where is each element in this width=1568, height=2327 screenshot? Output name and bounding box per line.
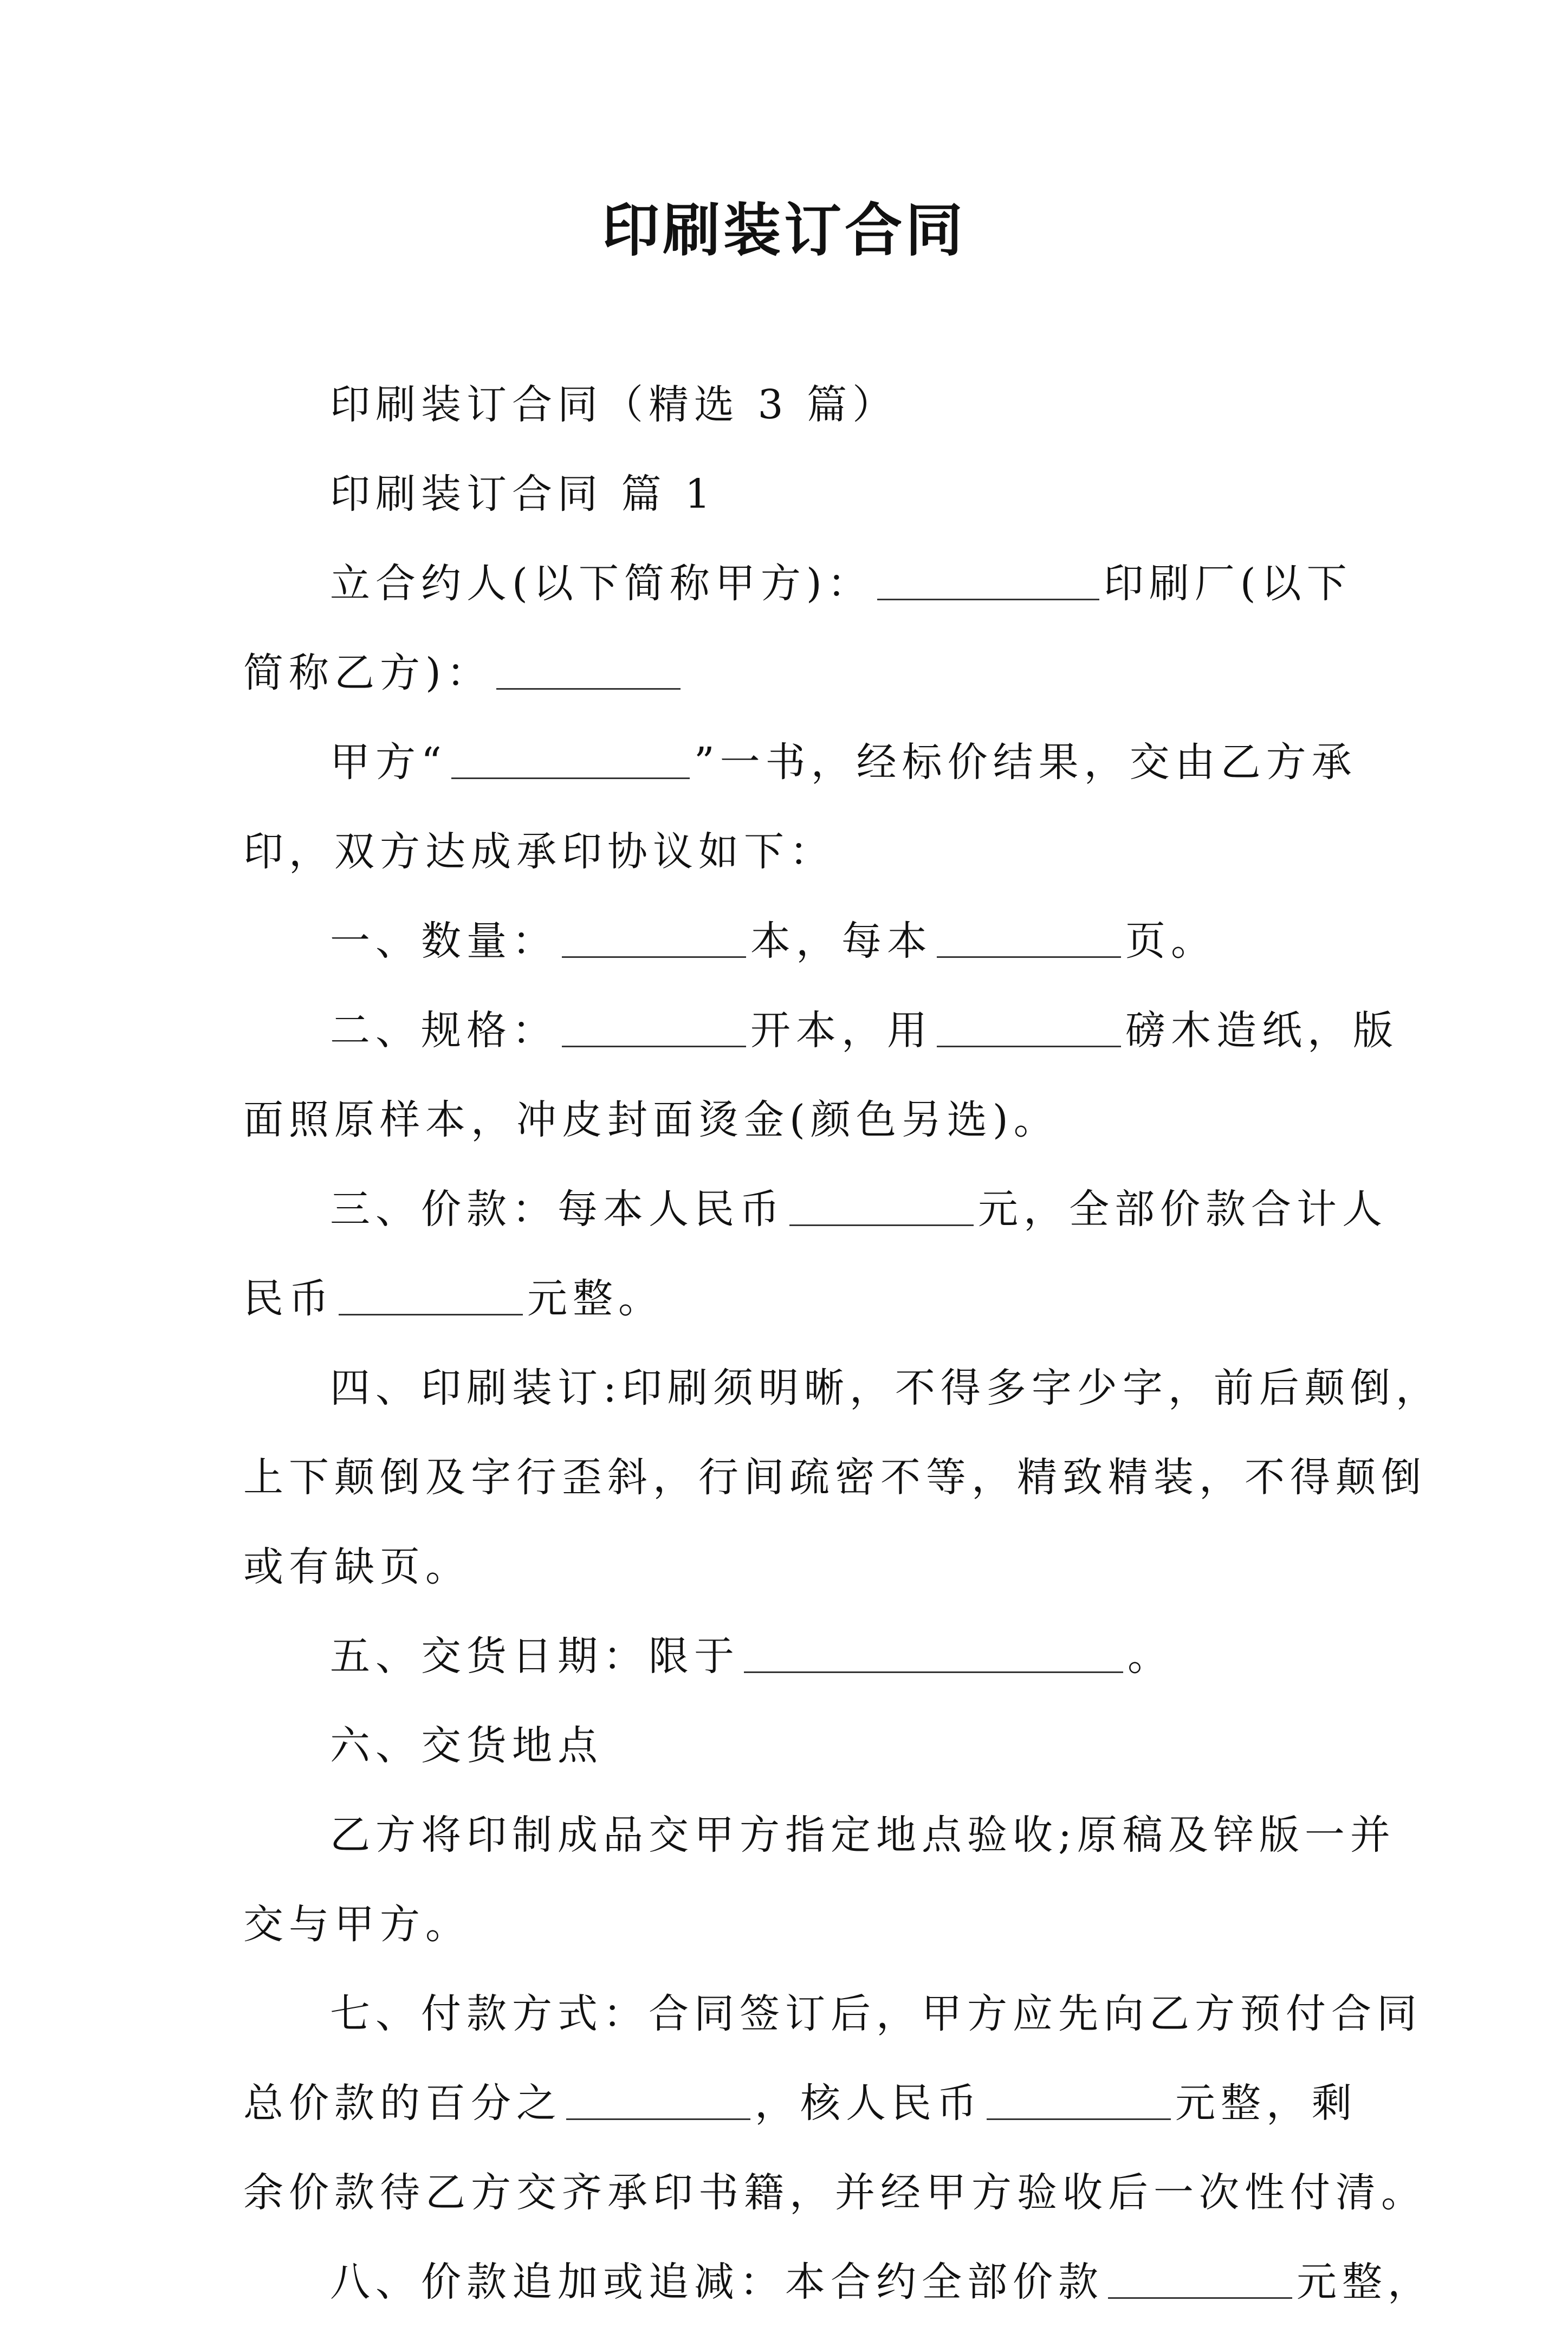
blank-field <box>1108 2259 1292 2299</box>
blank-field <box>562 918 746 958</box>
text: 本，每本 <box>750 918 932 964</box>
text: 。 <box>1128 1633 1173 1680</box>
blank-field <box>937 1008 1121 1047</box>
text: 总价款的百分之 <box>243 2080 562 2127</box>
text: 上下颠倒及字行歪斜，行间疏密不等，精致精装，不得颠倒 <box>243 1454 1427 1501</box>
blank-field <box>566 2080 750 2120</box>
text: ”一书，经标价结果，交由乙方承 <box>694 739 1357 786</box>
clause-line <box>243 1344 1441 1433</box>
text: 或有缺页。 <box>243 1544 471 1590</box>
text: 五、交货日期：限于 <box>330 1633 740 1680</box>
text: 乙方将印制成品交甲方指定地点验收;原稿及锌版一并 <box>330 1812 1396 1858</box>
paragraph-line <box>243 628 1332 718</box>
clause-line <box>243 1522 1332 1612</box>
text: 印，双方达成承印协议如下： <box>243 828 835 875</box>
paragraph-line <box>243 807 1332 897</box>
text: 立合约人(以下简称甲方)： <box>330 560 873 607</box>
blank-field <box>877 561 1099 600</box>
blank-field <box>937 918 1121 958</box>
clause-line <box>243 1701 1332 1791</box>
text: 印刷装订合同（精选 3 篇） <box>330 381 898 428</box>
clause-line <box>243 1433 1427 1522</box>
clause-line <box>243 1165 1388 1254</box>
clause-line <box>243 1075 1332 1165</box>
text: 元整，剩 <box>1175 2080 1357 2127</box>
paragraph-line <box>243 718 1357 807</box>
blank-field <box>496 650 681 690</box>
text: 元整。 <box>527 1275 664 1322</box>
text: ，核人民币 <box>755 2080 982 2127</box>
text: 页。 <box>1125 918 1216 964</box>
blank-field <box>339 1276 523 1315</box>
text: 八、价款追加或追减：本合约全部价款 <box>330 2259 1104 2305</box>
text: 元整， <box>1297 2259 1433 2305</box>
clause-line <box>243 1612 1332 1701</box>
text: 余价款待乙方交齐承印书籍，并经甲方验收后一次性付清。 <box>243 2169 1427 2216</box>
text: 元，全部价款合计人 <box>978 1186 1388 1233</box>
clause-line <box>243 897 1332 986</box>
blank-field <box>789 1187 974 1226</box>
text: 开本，用 <box>750 1007 932 1054</box>
text: 甲方“ <box>330 739 447 786</box>
clause-line <box>243 1969 1422 2059</box>
clause-line <box>243 1791 1396 1880</box>
blank-field <box>451 740 690 779</box>
text: 磅木造纸，版 <box>1125 1007 1398 1054</box>
paragraph-line <box>243 539 1352 628</box>
text: 四、印刷装订:印刷须明晰，不得多字少字，前后颠倒， <box>330 1365 1441 1411</box>
document-title: 印刷装订合同 <box>602 196 966 264</box>
text: 二、规格： <box>330 1007 558 1054</box>
clause-line <box>243 1254 1332 1344</box>
section-heading <box>243 450 1332 539</box>
text: 面照原样本，冲皮封面烫金(颜色另选)。 <box>243 1097 1059 1143</box>
text: 印刷厂(以下 <box>1103 560 1352 607</box>
clause-line <box>243 986 1398 1075</box>
text: 民币 <box>243 1275 334 1322</box>
text: 交与甲方。 <box>243 1901 471 1948</box>
text: 一、数量： <box>330 918 558 964</box>
clause-line <box>243 2148 1427 2238</box>
text: 六、交货地点 <box>330 1722 603 1769</box>
document-body <box>243 360 1441 2327</box>
subtitle-line <box>243 360 1332 450</box>
text: 简称乙方)： <box>243 650 492 696</box>
clause-line <box>243 2059 1357 2148</box>
blank-field <box>562 1008 746 1047</box>
blank-field <box>987 2080 1171 2120</box>
text: 七、付款方式：合同签订后，甲方应先向乙方预付合同 <box>330 1991 1422 2037</box>
text: 印刷装订合同 篇 1 <box>330 471 716 517</box>
blank-field <box>744 1634 1123 1673</box>
text: 三、价款：每本人民币 <box>330 1186 785 1233</box>
clause-line <box>243 2238 1433 2327</box>
clause-line <box>243 1880 1332 1969</box>
